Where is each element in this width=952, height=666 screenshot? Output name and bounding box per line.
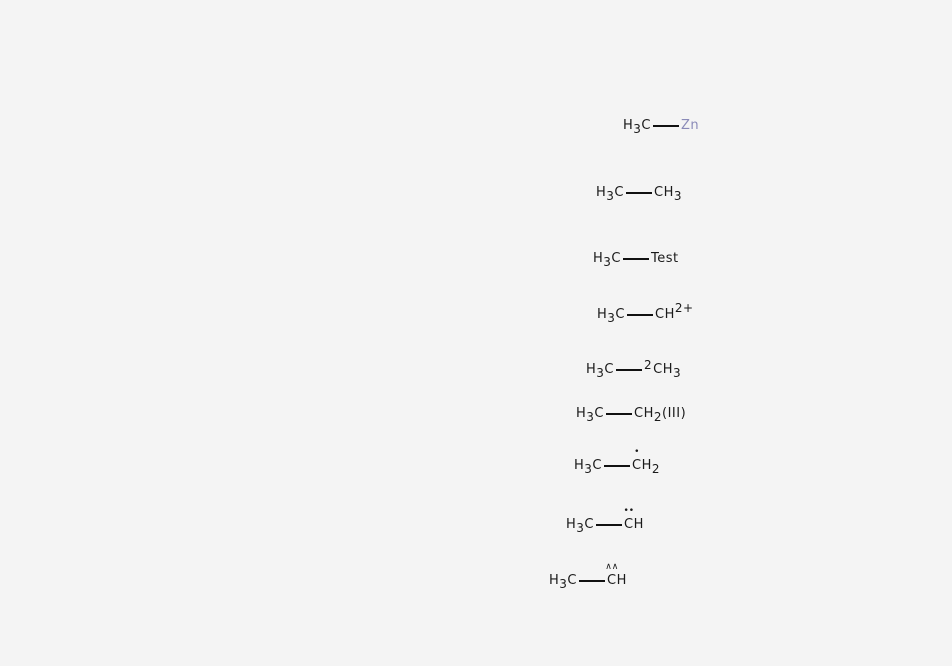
- single-bond: [626, 192, 652, 194]
- methyl-group-right: $CH_3$: [654, 185, 682, 203]
- structure-9: [549, 562, 627, 591]
- single-bond: [627, 314, 653, 316]
- single-bond: [653, 125, 679, 127]
- single-bond: [623, 258, 649, 260]
- zinc-atom: Zn: [681, 118, 700, 133]
- methyl-group: $H_3C$: [623, 118, 651, 136]
- radical-dot: •: [634, 447, 640, 457]
- single-bond: [606, 413, 632, 415]
- structure-5: [586, 358, 682, 380]
- methyl-group: $H_3C$: [596, 185, 624, 203]
- single-bond: [616, 369, 642, 371]
- single-bond: [579, 580, 605, 582]
- carbene-marks: ∧∧: [605, 562, 619, 572]
- methyl-group: $H_3C$: [597, 307, 625, 325]
- methyl-group: $H_3C$: [566, 517, 594, 535]
- structure-7: [574, 447, 660, 476]
- carbene-carbon: ∧∧ C: [605, 562, 619, 588]
- radical-ch2-group: • $CH_2$: [632, 447, 660, 476]
- single-bond: [604, 465, 630, 467]
- methyl-group: $H_3C$: [593, 251, 621, 269]
- isotope-methyl-group: $2CH_3$: [644, 358, 682, 380]
- charged-ch-group: $CH^{2+}$: [655, 301, 694, 322]
- radical-carbon: • C: [632, 447, 642, 473]
- structure-1: [623, 118, 700, 136]
- diradical-ch-group: •• CH: [623, 506, 644, 532]
- structure-4: [597, 301, 694, 325]
- methyl-group: $H_3C$: [576, 406, 604, 424]
- valence-ch2-group: $CH_2(III)$: [634, 406, 687, 424]
- carbene-ch-group: ∧∧ CH: [605, 562, 627, 588]
- valence-label: (III): [662, 406, 687, 421]
- diradical-dots: ••: [623, 506, 635, 516]
- structure-6: [576, 406, 687, 424]
- structure-2: [596, 185, 682, 203]
- single-bond: [596, 524, 622, 526]
- structure-8: [566, 506, 644, 535]
- structure-3: [593, 251, 679, 269]
- isotope-label: 2: [644, 358, 653, 372]
- methyl-group: $H_3C$: [586, 362, 614, 380]
- methyl-group: $H_3C$: [549, 573, 577, 591]
- methyl-group: $H_3C$: [574, 458, 602, 476]
- diradical-carbon: •• C: [623, 506, 635, 532]
- test-atom: Test: [651, 251, 679, 266]
- charge-label: 2+: [674, 301, 694, 315]
